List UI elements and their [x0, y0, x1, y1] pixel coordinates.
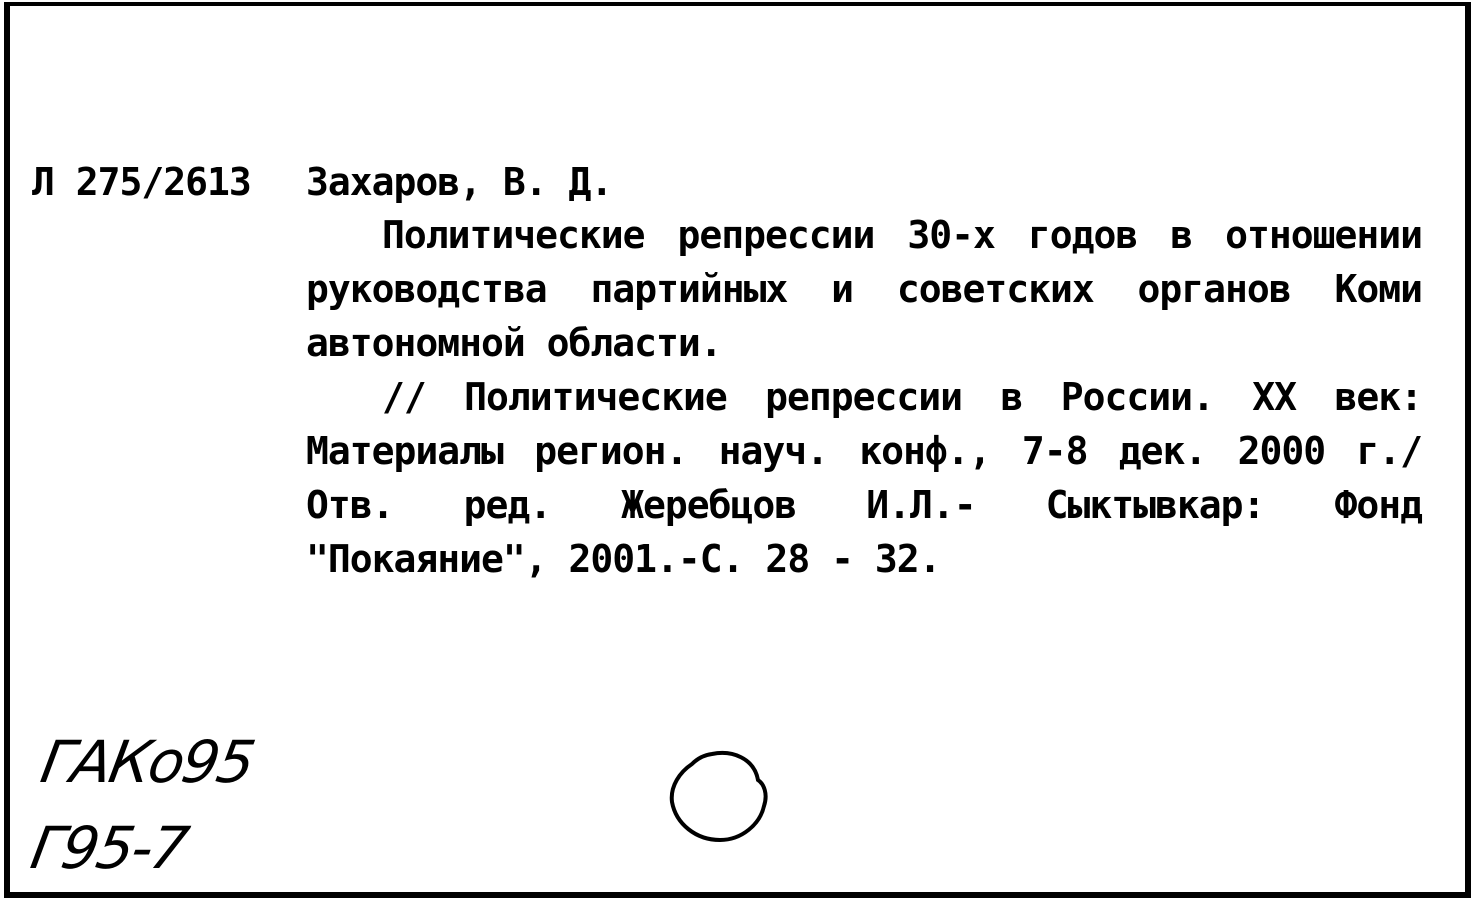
work-title: Политические репрессии 30-х годов в отношении руководства партийных и советских органов Коми автономной области. — [306, 213, 1422, 365]
handwritten-code-2: Г95-7 — [26, 814, 192, 882]
bibliographic-description — [306, 208, 1422, 586]
shelfmark: Л 275/2613 — [32, 160, 251, 204]
author-heading: Захаров, В. Д. — [306, 160, 613, 204]
handwritten-code-1: ГАКо95 — [36, 728, 259, 796]
source-note: // Политические репрессии в России. XX век: Материалы регион. науч. конф., 7-8 дек. 2000 г./ Отв. ред. Жеребцов И.Л.- Сыктывкар: Фонд "Покаяние", 2001.-С. 28 - 32. — [306, 375, 1422, 581]
catalog-card — [4, 2, 1471, 898]
punch-hole-icon — [668, 750, 768, 842]
